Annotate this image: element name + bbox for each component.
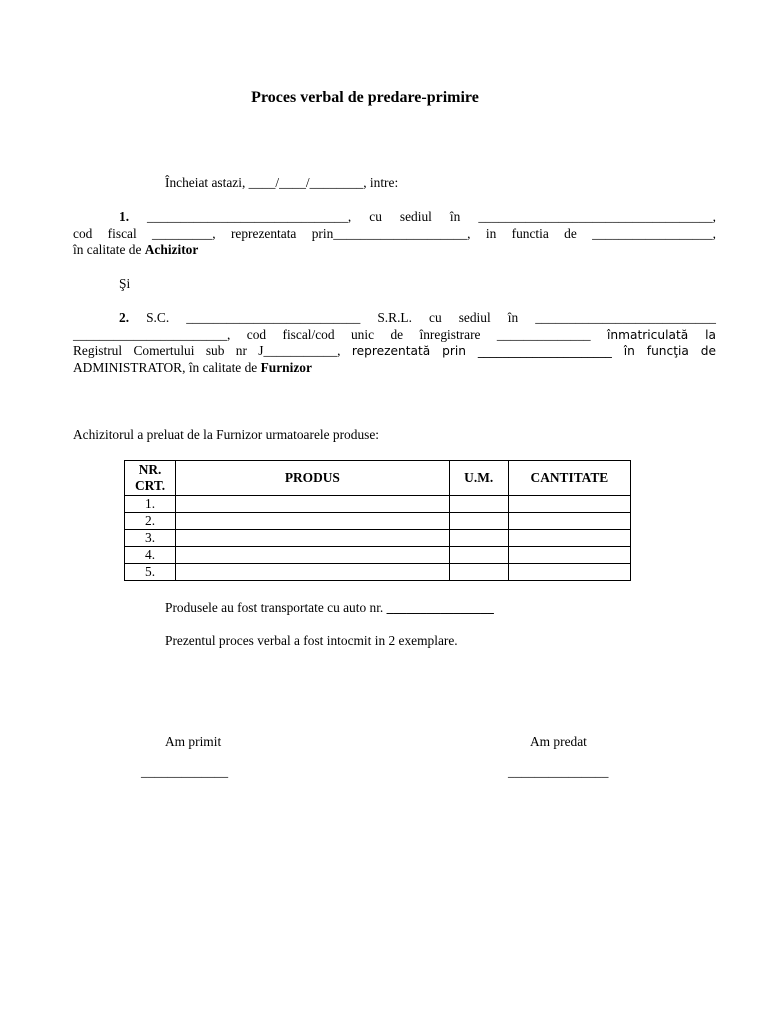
row-nr: 2. xyxy=(125,513,176,530)
row-produs[interactable] xyxy=(176,513,450,530)
products-intro: Achizitorul a preluat de la Furnizor urmatoarele produse: xyxy=(73,427,380,442)
header-produs: PRODUS xyxy=(176,461,450,496)
row-um[interactable] xyxy=(449,513,508,530)
transport-text: Produsele au fost transportate cu auto nr. xyxy=(165,600,387,615)
header-nr-crt xyxy=(125,461,176,496)
party1-line1-text: ______________________________, cu sediul în ___________________________________, xyxy=(129,209,716,224)
date-line: Încheiat astazi, ____/____/________, intre: xyxy=(165,175,399,190)
party1-line2: cod fiscal _________, reprezentata prin____________________, in functia de __________________, xyxy=(73,225,716,241)
party2-line2 xyxy=(73,327,716,344)
and-word: Şi xyxy=(119,276,131,291)
header-nr-line1: NR. xyxy=(138,462,162,477)
row-nr: 3. xyxy=(125,530,176,547)
party1-paragraph xyxy=(73,209,716,259)
party2-number: 2. xyxy=(119,310,130,325)
party2-line3 xyxy=(73,343,716,360)
products-table xyxy=(124,460,631,581)
row-cantitate[interactable] xyxy=(508,513,630,530)
row-um[interactable] xyxy=(449,547,508,564)
table-row xyxy=(125,530,631,547)
transport-blank: ________________ xyxy=(386,600,494,615)
party2-line3-text: Registrul Comertului sub nr J___________, xyxy=(73,343,352,359)
table-row xyxy=(125,547,631,564)
party2-line1-text: S.C. __________________________ S.R.L. cu sediul în ___________________________ xyxy=(129,310,716,325)
party2-role: Furnizor xyxy=(260,359,312,375)
row-nr: 4. xyxy=(125,547,176,564)
row-nr: 5. xyxy=(125,564,176,581)
header-nr-line2: CRT. xyxy=(134,478,166,493)
row-cantitate[interactable] xyxy=(508,496,630,513)
row-um[interactable] xyxy=(449,564,508,581)
copies-line: Prezentul proces verbal a fost intocmit in 2 exemplare. xyxy=(165,633,458,648)
row-cantitate[interactable] xyxy=(508,547,630,564)
row-nr: 1. xyxy=(125,496,176,513)
party2-line3-suffix: reprezentată prin ______________________ în funcţia de xyxy=(351,344,716,359)
party1-line3 xyxy=(73,242,716,259)
party1-role: Achizitor xyxy=(144,242,199,258)
row-produs[interactable] xyxy=(176,564,450,581)
party2-paragraph xyxy=(73,310,716,376)
delivered-label: Am predat xyxy=(530,734,587,749)
table-header-row xyxy=(125,461,631,496)
party1-role-prefix: în calitate de xyxy=(73,242,145,258)
delivered-signature-line[interactable]: _______________ xyxy=(508,764,609,779)
party1-line1 xyxy=(73,209,716,226)
row-produs[interactable] xyxy=(176,530,450,547)
party2-line1 xyxy=(73,310,716,327)
row-um[interactable] xyxy=(449,496,508,513)
party2-line4 xyxy=(73,360,716,377)
received-label: Am primit xyxy=(165,734,222,749)
party1-number: 1. xyxy=(119,209,130,224)
party2-line2-suffix: înmatriculată la xyxy=(607,327,716,342)
table-row xyxy=(125,513,631,530)
received-signature-line[interactable]: _____________ xyxy=(141,764,229,779)
row-um[interactable] xyxy=(449,530,508,547)
party2-role-prefix: ADMINISTRATOR, în calitate de xyxy=(73,359,261,375)
table-row xyxy=(125,496,631,513)
row-produs[interactable] xyxy=(176,496,450,513)
table-row xyxy=(125,564,631,581)
party2-line2-text: _______________________, cod fiscal/cod unic de înregistrare ______________ xyxy=(73,326,608,342)
row-cantitate[interactable] xyxy=(508,564,630,581)
header-um: U.M. xyxy=(449,461,508,496)
document-title: Proces verbal de predare-primire xyxy=(251,89,479,106)
row-produs[interactable] xyxy=(176,547,450,564)
transport-line xyxy=(165,600,494,616)
row-cantitate[interactable] xyxy=(508,530,630,547)
header-cantitate: CANTITATE xyxy=(508,461,630,496)
